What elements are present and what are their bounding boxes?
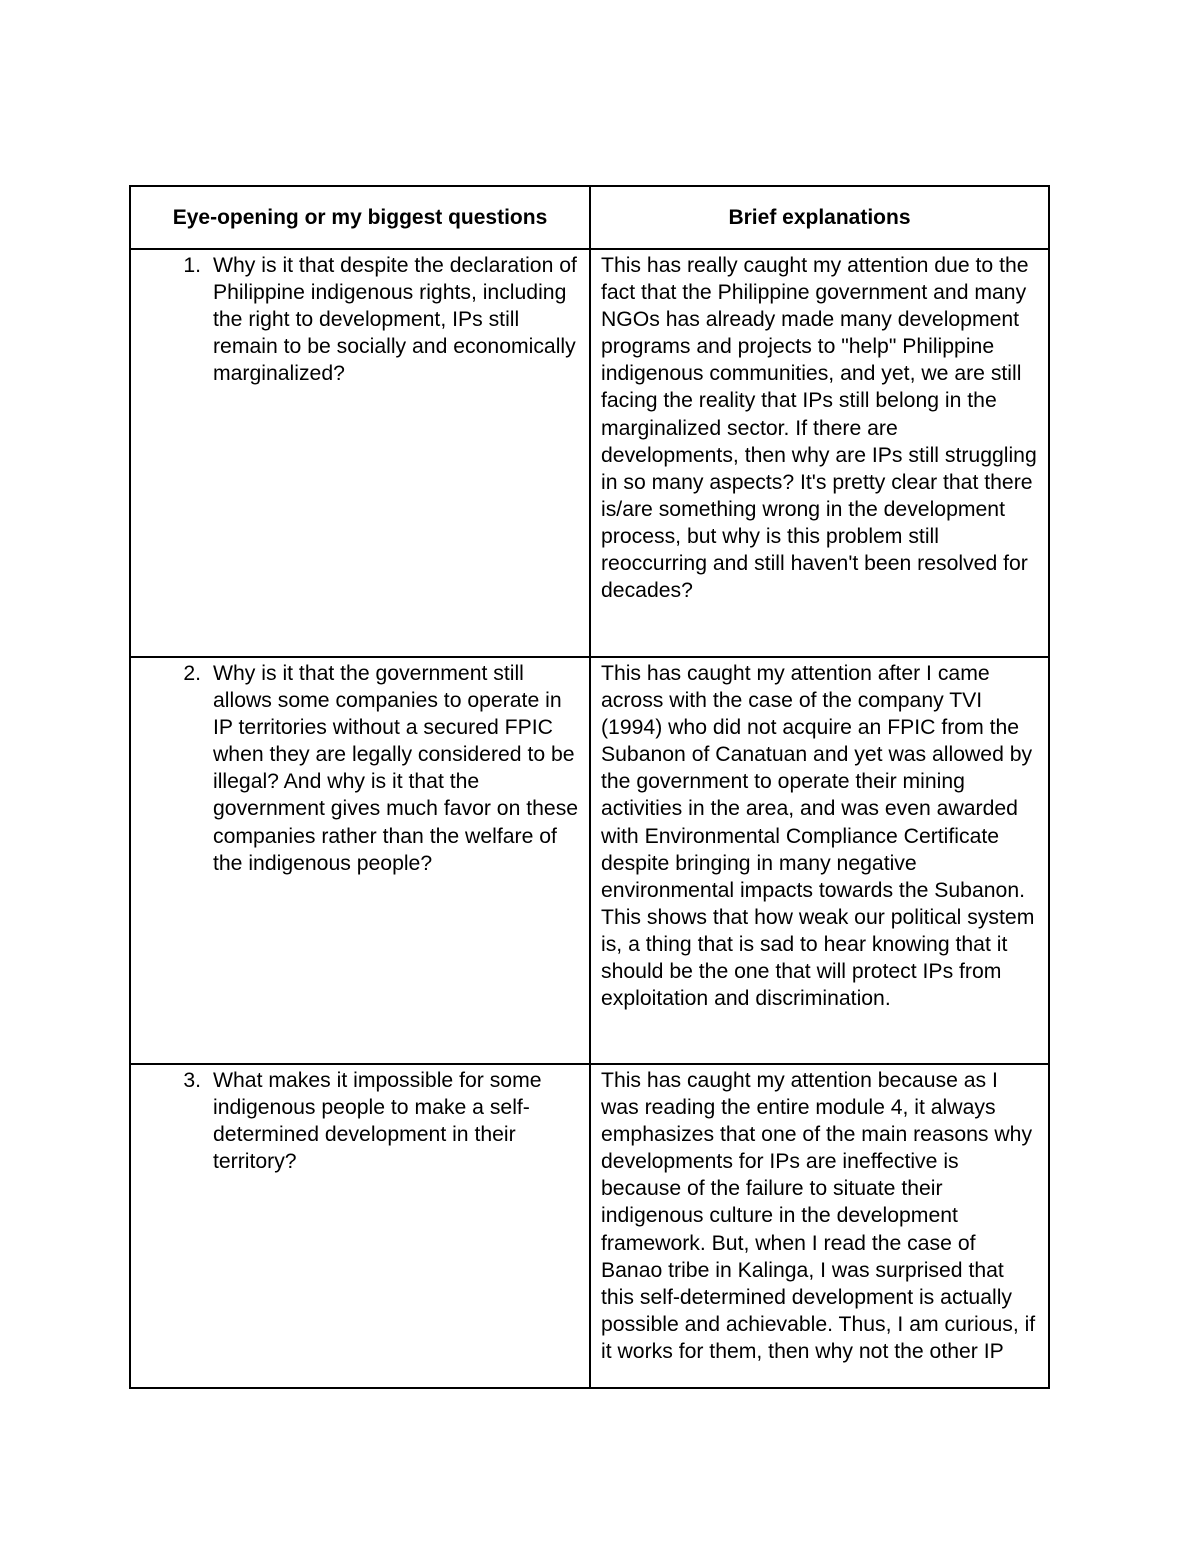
question-number: 1. <box>183 254 201 277</box>
explanation-cell <box>590 249 1049 657</box>
question-text: Why is it that the government still allows some companies to operate in IP territories without a secured FPIC when they are legally considered to be illegal? And why is it that the government gives much favor on these companies rather than the welfare of the indigenous people? <box>213 662 579 875</box>
header-questions: Eye-opening or my biggest questions <box>130 186 590 249</box>
question-cell <box>130 249 590 657</box>
questions-table <box>129 185 1050 1389</box>
explanation-cell <box>590 1064 1049 1388</box>
table-row <box>130 1064 1049 1388</box>
explanation-clip <box>601 1067 1040 1384</box>
question-number: 3. <box>183 1069 201 1092</box>
question-text: What makes it impossible for some indigenous people to make a self-determined development in their territory? <box>213 1069 542 1174</box>
explanation-cell <box>590 657 1049 1064</box>
explanation-text: This has caught my attention because as I was reading the entire module 4, it always emphasizes that one of the main reasons why developments for IPs are ineffective is because of the failure to situate their indigenous culture in the development framework. But, when I read the case of Banao tribe in Kalinga, I was surprised that this self-determined development is actually possible and achievable. Thus, I am curious, if it works for them, then why not the other IP <box>601 1069 1036 1363</box>
question-cell <box>130 1064 590 1388</box>
table-header-row <box>130 186 1049 249</box>
table-row <box>130 249 1049 657</box>
explanation-text: This has really caught my attention due to the fact that the Philippine government and many NGOs has already made many development programs and projects to "help" Philippine indigenous communities, and yet, we are still facing the reality that IPs still belong in the marginalized sector. If there are developments, then why are IPs still struggling in so many aspects? It's pretty clear that there is/are something wrong in the development process, but why is this problem still reoccurring and still haven't been resolved for decades? <box>601 254 1037 603</box>
question-cell <box>130 657 590 1064</box>
question-number: 2. <box>183 662 201 685</box>
header-explanations: Brief explanations <box>590 186 1049 249</box>
table-row <box>130 657 1049 1064</box>
explanation-text: This has caught my attention after I came across with the case of the company TVI (1994) who did not acquire an FPIC from the Subanon of Canatuan and yet was allowed by the government to operate their mining activities in the area, and was even awarded with Environmental Compliance Certificate despite bringing in many negative environmental impacts towards the Subanon. This shows that how weak our political system is, a thing that is sad to hear knowing that it should be the one that will protect IPs from exploitation and discrimination. <box>601 662 1035 1011</box>
question-text: Why is it that despite the declaration of Philippine indigenous rights, including the right to development, IPs still remain to be socially and economically marginalized? <box>213 254 577 386</box>
